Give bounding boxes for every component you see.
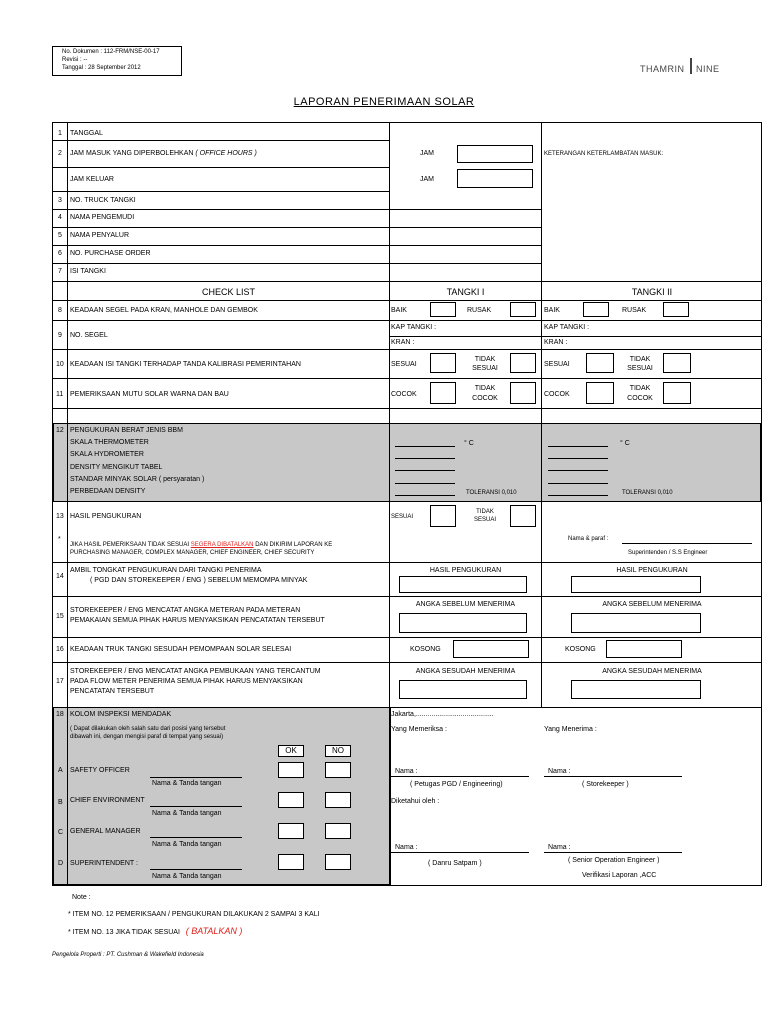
r12-line-3: SKALA HYDROMETER xyxy=(70,451,144,458)
storekeeper-label: ( Storekeeper ) xyxy=(582,781,629,788)
tidak-sub-label: COCOK xyxy=(472,395,498,402)
tank1-baik-checkbox[interactable] xyxy=(430,302,456,317)
page-title: LAPORAN PENERIMAAN SOLAR xyxy=(293,96,475,108)
row-line xyxy=(52,349,762,350)
row-label-mutu: PEMERIKSAAN MUTU SOLAR WARNA DAN BAU xyxy=(70,391,229,398)
kran-divider xyxy=(389,336,762,337)
row18-left-border xyxy=(52,707,54,886)
tank1-kosong-input[interactable] xyxy=(453,640,529,658)
tank1-sebelum-input[interactable] xyxy=(399,613,527,633)
row12-left-border xyxy=(52,423,54,501)
signature-line[interactable] xyxy=(150,806,242,807)
angka-sesudah-label: ANGKA SESUDAH MENERIMA xyxy=(602,668,702,675)
inspeksi-desc-2: dibawah ini, dengan mengisi paraf di tempat yang sesuai) xyxy=(70,734,224,740)
row-number: 9 xyxy=(58,332,62,339)
tidak-sub-label: COCOK xyxy=(627,395,653,402)
row-line xyxy=(52,707,762,708)
kap-tangki-label: KAP TANGKI : xyxy=(391,324,437,331)
toleransi-label: TOLERANSI 0,010 xyxy=(622,490,673,496)
tank2-density-line[interactable] xyxy=(548,470,608,471)
tank1-sesuai-checkbox[interactable] xyxy=(430,353,456,373)
row-line xyxy=(52,662,762,663)
inspector-key: D xyxy=(58,860,64,867)
danru-name-line[interactable] xyxy=(391,852,529,853)
r15-line-2: PEMAKAIAN SEMUA PIHAK HARUS MENYAKSIKAN PENCATATAN TERSEBUT xyxy=(70,617,325,624)
safety-ok-checkbox[interactable] xyxy=(278,762,304,778)
row-line xyxy=(52,408,762,409)
rusak-label: RUSAK xyxy=(622,307,647,314)
row-line xyxy=(52,320,762,321)
jakarta-date: Jakarta,........................................ xyxy=(391,711,494,718)
row-number: 17 xyxy=(56,678,64,685)
row-number: 14 xyxy=(56,573,64,580)
note-text: JIKA HASIL PEMERIKSAAN TIDAK SESUAI xyxy=(70,542,191,548)
row-number: 13 xyxy=(56,513,64,520)
tank2-tidak-sesuai-checkbox[interactable] xyxy=(663,353,691,373)
kosong-label: KOSONG xyxy=(410,646,441,653)
row-number: 16 xyxy=(56,646,64,653)
gm-ok-checkbox[interactable] xyxy=(278,823,304,839)
row-label-penyalur: NAMA PENYALUR xyxy=(70,232,129,239)
ok-header-text: OK xyxy=(285,746,297,755)
memeriksa-name-line[interactable] xyxy=(391,776,529,777)
tank2-standard-line[interactable] xyxy=(548,483,608,484)
footer-pengelola: Pengelola Properti : PT. Cushman & Wakefield Indonesia xyxy=(52,952,204,958)
gm-no-checkbox[interactable] xyxy=(325,823,351,839)
tank2-hydrometer-line[interactable] xyxy=(548,458,608,459)
r14-line-1: AMBIL TONGKAT PENGUKURAN DARI TANGKI PENERIMA xyxy=(70,567,262,574)
tank2-rusak-checkbox[interactable] xyxy=(663,302,689,317)
kran-label: KRAN : xyxy=(544,339,568,346)
row-line xyxy=(52,245,542,246)
tidak-sub-label: SESUAI xyxy=(472,365,498,372)
sesuai-label: SESUAI xyxy=(391,361,417,368)
angka-sesudah-label: ANGKA SESUDAH MENERIMA xyxy=(415,668,516,675)
inspector-key: B xyxy=(58,799,63,806)
row-line xyxy=(52,378,762,379)
row-line xyxy=(52,227,542,228)
hasil-pengukuran-label: HASIL PENGUKURAN xyxy=(616,567,688,574)
tank1-sesudah-input[interactable] xyxy=(399,680,527,699)
segera-dibatalkan-text: SEGERA DIBATALKAN xyxy=(190,542,254,548)
row-number: 2 xyxy=(58,150,62,157)
tank2-kosong-input[interactable] xyxy=(606,640,682,658)
tank2-baik-checkbox[interactable] xyxy=(583,302,609,317)
doc-revision: Revisi : -- xyxy=(62,57,88,63)
jam-label: JAM xyxy=(420,150,434,157)
r14-line-2: ( PGD DAN STOREKEEPER / ENG ) SEBELUM MEMOMPA MINYAK xyxy=(90,577,308,584)
menerima-name-line[interactable] xyxy=(544,776,682,777)
row-number: 11 xyxy=(56,391,64,398)
cocok-label: COCOK xyxy=(391,391,417,398)
tidak-label: TIDAK xyxy=(476,509,494,515)
row-number: 15 xyxy=(56,613,64,620)
tank1-tidak-sesuai-checkbox[interactable] xyxy=(510,353,536,373)
nama-label: Nama : xyxy=(548,768,571,775)
superintendent-no-checkbox[interactable] xyxy=(325,854,351,870)
row-line xyxy=(52,423,762,424)
r17-line-3: PENCATATAN TERSEBUT xyxy=(70,688,155,695)
row-label-truck: NO. TRUCK TANGKI xyxy=(70,197,136,204)
petugas-pgd-label: ( Petugas PGD / Engineering) xyxy=(410,781,503,788)
tank2-hasil-input[interactable] xyxy=(571,576,701,593)
tank1-header: TANGKI I xyxy=(446,287,485,297)
row-number: 4 xyxy=(58,214,62,221)
tidak-label: TIDAK xyxy=(629,385,651,392)
row-label-inspeksi: KOLOM INSPEKSI MENDADAK xyxy=(70,711,172,718)
tank1-hydrometer-line[interactable] xyxy=(395,458,455,459)
row-line xyxy=(52,191,390,192)
senior-operation-label: ( Senior Operation Engineer ) xyxy=(568,857,660,864)
row-number: 5 xyxy=(58,232,62,239)
diketahui-label: Diketahui oleh : xyxy=(391,798,440,805)
row-label-kalibrasi: KEADAAN ISI TANGKI TERHADAP TANDA KALIBRASI PEMERINTAHAN xyxy=(70,361,301,368)
col-no-divider xyxy=(67,122,68,886)
signature-line[interactable] xyxy=(150,777,242,778)
r12-line-4: DENSITY MENGIKUT TABEL xyxy=(70,464,163,471)
row-number: 8 xyxy=(58,307,62,314)
row-label-jam-keluar: JAM KELUAR xyxy=(70,176,114,183)
checklist-header: CHECK LIST xyxy=(201,287,255,297)
logo-text-right: NINE xyxy=(696,64,720,74)
signature-line[interactable] xyxy=(150,869,242,870)
environment-no-checkbox[interactable] xyxy=(325,792,351,808)
safety-no-checkbox[interactable] xyxy=(325,762,351,778)
tidak-sub-label: SESUAI xyxy=(473,517,496,523)
kap-tangki-label: KAP TANGKI : xyxy=(544,324,590,331)
sign-label: Nama & Tanda tangan xyxy=(152,780,222,787)
no-header-text: NO xyxy=(332,746,344,755)
nama-label: Nama : xyxy=(548,844,571,851)
tank1-thermometer-line[interactable] xyxy=(395,446,455,447)
sign-label: Nama & Tanda tangan xyxy=(152,873,222,880)
superintendent-ok-checkbox[interactable] xyxy=(278,854,304,870)
row-label-tanggal: TANGGAL xyxy=(70,130,103,137)
kosong-label: KOSONG xyxy=(565,646,596,653)
note-item-13-text: * ITEM NO. 13 JIKA TIDAK SESUAI xyxy=(68,929,180,936)
angka-sebelum-label: ANGKA SEBELUM MENERIMA xyxy=(415,601,516,608)
nama-label: Nama : xyxy=(395,768,418,775)
r17-line-1: STOREKEEPER / ENG MENCATAT ANGKA PEMBUKAAN YANG TERCANTUM xyxy=(70,668,321,675)
tidak-label: TIDAK xyxy=(474,385,496,392)
jam-masuk-text: JAM MASUK YANG DIPERBOLEHKAN xyxy=(70,150,194,157)
tank2-tidak-cocok-checkbox[interactable] xyxy=(663,382,691,404)
row-line xyxy=(52,209,542,210)
row-line xyxy=(52,501,762,502)
tank1-density-line[interactable] xyxy=(395,470,455,471)
inspector-key: A xyxy=(58,767,63,774)
doc-number: No. Dokumen : 112-FRM/NSE-00-17 xyxy=(62,49,160,55)
row-line xyxy=(52,562,762,563)
sesuai-label: SESUAI xyxy=(391,514,414,520)
batalkan-text: ( BATALKAN ) xyxy=(185,926,243,936)
nama-paraf-label: Nama & paraf : xyxy=(568,536,609,542)
no-header xyxy=(325,745,351,757)
row-line xyxy=(52,281,762,282)
baik-label: BAIK xyxy=(544,307,560,314)
row-number: 7 xyxy=(58,268,62,275)
asterisk: * xyxy=(58,536,61,543)
yang-menerima-label: Yang Menerima : xyxy=(544,726,597,733)
r13-note-line-2: PURCHASING MANAGER, COMPLEX MANAGER, CHIEF ENGINEER, CHIEF SECURITY xyxy=(70,550,315,556)
tank2-sesuai-checkbox[interactable] xyxy=(586,353,614,373)
office-hours-text: ( OFFICE HOURS ) xyxy=(195,150,257,157)
toleransi-label: TOLERANSI 0,010 xyxy=(466,490,517,496)
tidak-label: TIDAK xyxy=(629,356,651,363)
row-line xyxy=(52,140,390,141)
row-label-isi-tangki: ISI TANGKI xyxy=(70,268,106,275)
row-number: 1 xyxy=(58,130,62,137)
row-number: 18 xyxy=(56,711,64,718)
note-item-13 xyxy=(68,927,242,936)
environment-ok-checkbox[interactable] xyxy=(278,792,304,808)
verifikasi-label: Verifikasi Laporan ,ACC xyxy=(582,872,657,879)
r13-sesuai-checkbox[interactable] xyxy=(430,505,456,527)
r12-line-6: PERBEDAAN DENSITY xyxy=(70,488,146,495)
degree-label: ° C xyxy=(464,440,474,447)
baik-label: BAIK xyxy=(391,307,407,314)
jam-masuk-input[interactable] xyxy=(457,145,533,163)
note-text-b: DAN DIKIRIM LAPORAN KE xyxy=(253,542,333,548)
note-item-12: * ITEM NO. 12 PEMERIKSAAN / PENGUKURAN DILAKUKAN 2 SAMPAI 3 KALI xyxy=(68,911,320,918)
r12-line-2: SKALA THERMOMETER xyxy=(70,439,149,446)
ok-header xyxy=(278,745,304,757)
tank1-rusak-checkbox[interactable] xyxy=(510,302,536,317)
r15-line-1: STOREKEEPER / ENG MENCATAT ANGKA METERAN PADA METERAN xyxy=(70,607,301,614)
col-right-divider-2 xyxy=(541,562,542,707)
inspeksi-desc-1: ( Dapat dilakukan oleh salah satu dari posisi yang tersebut xyxy=(70,726,226,732)
superintenden-label: Superintenden / S.S Engineer xyxy=(628,550,708,556)
tank2-header: TANGKI II xyxy=(631,287,673,297)
jam-keluar-input[interactable] xyxy=(457,169,533,188)
rusak-label: RUSAK xyxy=(467,307,492,314)
sign-label: Nama & Tanda tangan xyxy=(152,841,222,848)
inspector-key: C xyxy=(58,829,64,836)
senior-name-line[interactable] xyxy=(544,852,682,853)
row-line xyxy=(52,637,762,638)
sign-label: Nama & Tanda tangan xyxy=(152,810,222,817)
row18-right-border xyxy=(389,707,391,886)
sesuai-label: SESUAI xyxy=(544,361,570,368)
note-title: Note : xyxy=(72,894,91,901)
tank1-cocok-checkbox[interactable] xyxy=(430,382,456,404)
row-label-keadaan-truk: KEADAAN TRUK TANGKI SESUDAH PEMOMPAAN SOLAR SELESAI xyxy=(70,646,292,653)
doc-date: Tanggal : 28 September 2012 xyxy=(62,65,141,71)
row-number: 10 xyxy=(56,361,64,368)
tank1-hasil-input[interactable] xyxy=(399,576,527,593)
row-label-hasil: HASIL PENGUKURAN xyxy=(70,513,142,520)
tank1-tidak-cocok-checkbox[interactable] xyxy=(510,382,536,404)
inspector-general-manager: GENERAL MANAGER xyxy=(70,828,141,835)
signature-line[interactable] xyxy=(150,837,242,838)
row-label-segel: KEADAAN SEGEL PADA KRAN, MANHOLE DAN GEMBOK xyxy=(70,307,258,314)
cocok-label: COCOK xyxy=(544,391,570,398)
logo-bar-icon xyxy=(690,58,692,74)
row-label-jam-masuk xyxy=(70,150,257,157)
tank2-cocok-checkbox[interactable] xyxy=(586,382,614,404)
tank2-sesudah-input[interactable] xyxy=(571,680,701,699)
tidak-label: TIDAK xyxy=(474,356,496,363)
r17-line-2: PADA FLOW METER PENERIMA SEMUA PIHAK HARUS MENYAKSIKAN xyxy=(70,678,303,685)
kran-label: KRAN : xyxy=(391,339,415,346)
tank2-thermometer-line[interactable] xyxy=(548,446,608,447)
r13-note-line-1 xyxy=(70,542,332,548)
yang-memeriksa-label: Yang Memeriksa : xyxy=(391,726,447,733)
col-right-divider xyxy=(541,122,542,562)
inspector-superintendent: SUPERINTENDENT : xyxy=(70,860,138,867)
row-number: 6 xyxy=(58,250,62,257)
row-label-no-segel: NO. SEGEL xyxy=(70,332,108,339)
tidak-sub-label: SESUAI xyxy=(627,365,653,372)
tank1-perbedaan-line[interactable] xyxy=(395,495,455,496)
row-label-po: NO. PURCHASE ORDER xyxy=(70,250,151,257)
hasil-pengukuran-label: HASIL PENGUKURAN xyxy=(429,567,502,574)
row18-bottom-border xyxy=(52,884,391,886)
r12-line-1: PENGUKURAN BERAT JENIS BBM xyxy=(70,427,183,434)
tank2-perbedaan-line[interactable] xyxy=(548,495,608,496)
nama-paraf-line[interactable] xyxy=(622,543,752,544)
r12-line-5: STANDAR MINYAK SOLAR ( persyaratan ) xyxy=(70,476,205,483)
inspector-safety-officer: SAFETY OFFICER xyxy=(70,767,130,774)
keterangan-label: KETERANGAN KETERLAMBATAN MASUK: xyxy=(544,151,664,157)
row-line xyxy=(52,300,762,301)
inspector-chief-environment: CHIEF ENVIRONMENT xyxy=(70,797,145,804)
danru-label: ( Danru Satpam ) xyxy=(428,860,482,867)
thamrin-nine-logo xyxy=(640,58,730,76)
row-number: 3 xyxy=(58,197,62,204)
row-line xyxy=(52,596,762,597)
r13-tidak-sesuai-checkbox[interactable] xyxy=(510,505,536,527)
angka-sebelum-label: ANGKA SEBELUM MENERIMA xyxy=(602,601,702,608)
row-number: 12 xyxy=(56,427,64,434)
row-label-pengemudi: NAMA PENGEMUDI xyxy=(70,214,135,221)
tank2-sebelum-input[interactable] xyxy=(571,613,701,633)
nama-label: Nama : xyxy=(395,844,418,851)
row12-right-border xyxy=(760,423,762,501)
degree-label: ° C xyxy=(620,440,630,447)
tank1-standard-line[interactable] xyxy=(395,483,455,484)
row-line xyxy=(52,167,390,168)
row-line xyxy=(52,263,542,264)
logo-text-left: THAMRIN xyxy=(640,64,685,74)
jam-label: JAM xyxy=(420,176,434,183)
